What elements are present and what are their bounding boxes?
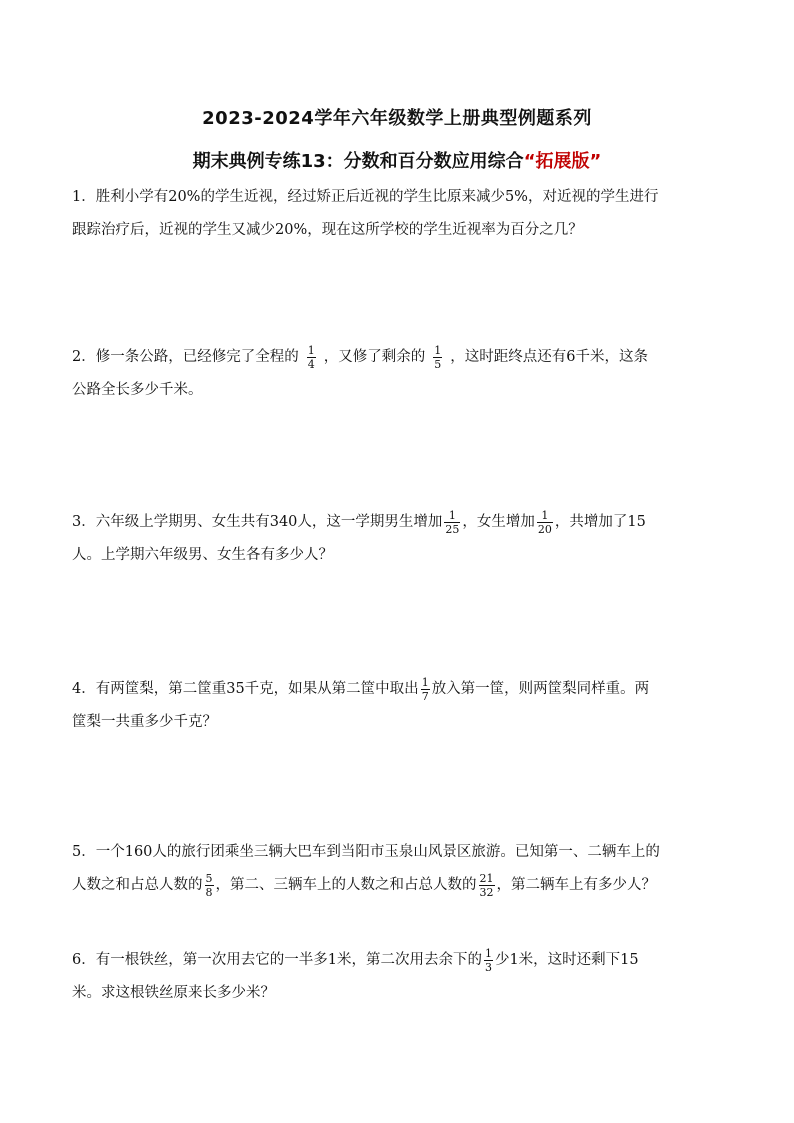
fraction-one-quarter [307, 344, 316, 371]
question-5-text-b: ，第二、三辆车上的人数之和占总人数的 [215, 877, 477, 893]
fraction-one-third [484, 947, 493, 974]
fraction-denominator: 7 [421, 689, 429, 703]
fraction-denominator: 32 [479, 885, 494, 899]
fraction-five-eighths [205, 872, 214, 899]
fraction-numerator: 1 [484, 946, 492, 960]
fraction-one-fifth [433, 344, 442, 371]
question-5-line-2 [72, 869, 722, 902]
fraction-twentyone-thirtyseconds [479, 872, 495, 899]
question-3-line-1 [72, 506, 722, 539]
worksheet-subtitle [0, 147, 794, 173]
question-2-line-2: 公路全长多少千米。 [72, 382, 203, 398]
question-1-line-1: 1．胜利小学有20%的学生近视，经过矫正后近视的学生比原来减少5%，对近视的学生进行 [72, 189, 659, 205]
question-5-line-1: 5．一个160人的旅行团乘坐三辆大巴车到当阳市玉泉山风景区旅游。已知第一、二辆车上的 [72, 844, 660, 860]
question-6-line-1 [72, 944, 722, 977]
fraction-numerator: 1 [448, 508, 456, 522]
question-2 [72, 341, 722, 407]
fraction-denominator: 25 [445, 522, 460, 536]
question-1 [72, 181, 722, 247]
question-4-line-1 [72, 673, 722, 706]
worksheet-title: 2023-2024学年六年级数学上册典型例题系列 [202, 108, 592, 129]
fraction-one-twentyfifth [444, 509, 460, 536]
question-6-line-2: 米。求这根铁丝原来长多少米？ [72, 985, 275, 1001]
question-6 [72, 944, 722, 1010]
fraction-numerator: 5 [205, 871, 213, 885]
question-3-text-c: ，共增加了15 [554, 514, 646, 530]
question-2-line-1 [72, 341, 722, 374]
question-6-text-b: 少1米，这时还剩下15 [494, 952, 639, 968]
fraction-denominator: 4 [307, 357, 315, 371]
question-5-text-c: ，第二辆车上有多少人？ [496, 877, 656, 893]
question-3-line-2: 人。上学期六年级男、女生各有多少人？ [72, 547, 333, 563]
question-4-line-2: 筐梨一共重多少千克？ [72, 714, 217, 730]
question-5 [72, 836, 722, 902]
fraction-numerator: 1 [541, 508, 549, 522]
question-5-text-a: 人数之和占总人数的 [72, 877, 203, 893]
fraction-denominator: 3 [484, 960, 492, 974]
fraction-numerator: 1 [434, 343, 442, 357]
fraction-one-seventh [421, 676, 430, 703]
question-4-text-a: 4．有两筐梨，第二筐重35千克，如果从第二筐中取出 [72, 681, 419, 697]
fraction-one-twentieth [537, 509, 553, 536]
question-2-text-b: ，又修了剩余的 [323, 349, 426, 365]
question-4 [72, 673, 722, 739]
fraction-denominator: 8 [205, 885, 213, 899]
fraction-denominator: 20 [537, 522, 552, 536]
question-1-line-2: 跟踪治疗后，近视的学生又减少20%，现在这所学校的学生近视率为百分之几？ [72, 222, 583, 238]
question-3-text-a: 3．六年级上学期男、女生共有340人，这一学期男生增加 [72, 514, 443, 530]
fraction-numerator: 1 [421, 675, 429, 689]
question-3 [72, 506, 722, 572]
subtitle-main: 期末典例专练13：分数和百分数应用综合 [192, 151, 524, 172]
question-2-text-c: ，这时距终点还有6千米，这条 [450, 349, 648, 365]
question-2-text-a: 2．修一条公路，已经修完了全程的 [72, 349, 299, 365]
fraction-numerator: 21 [479, 871, 494, 885]
question-3-text-b: ，女生增加 [462, 514, 535, 530]
subtitle-tag: “拓展版” [523, 151, 602, 172]
fraction-numerator: 1 [307, 343, 315, 357]
question-4-text-b: 放入第一筐，则两筐梨同样重。两 [431, 681, 650, 697]
question-6-text-a: 6．有一根铁丝，第一次用去它的一半多1米，第二次用去余下的 [72, 952, 482, 968]
fraction-denominator: 5 [434, 357, 442, 371]
